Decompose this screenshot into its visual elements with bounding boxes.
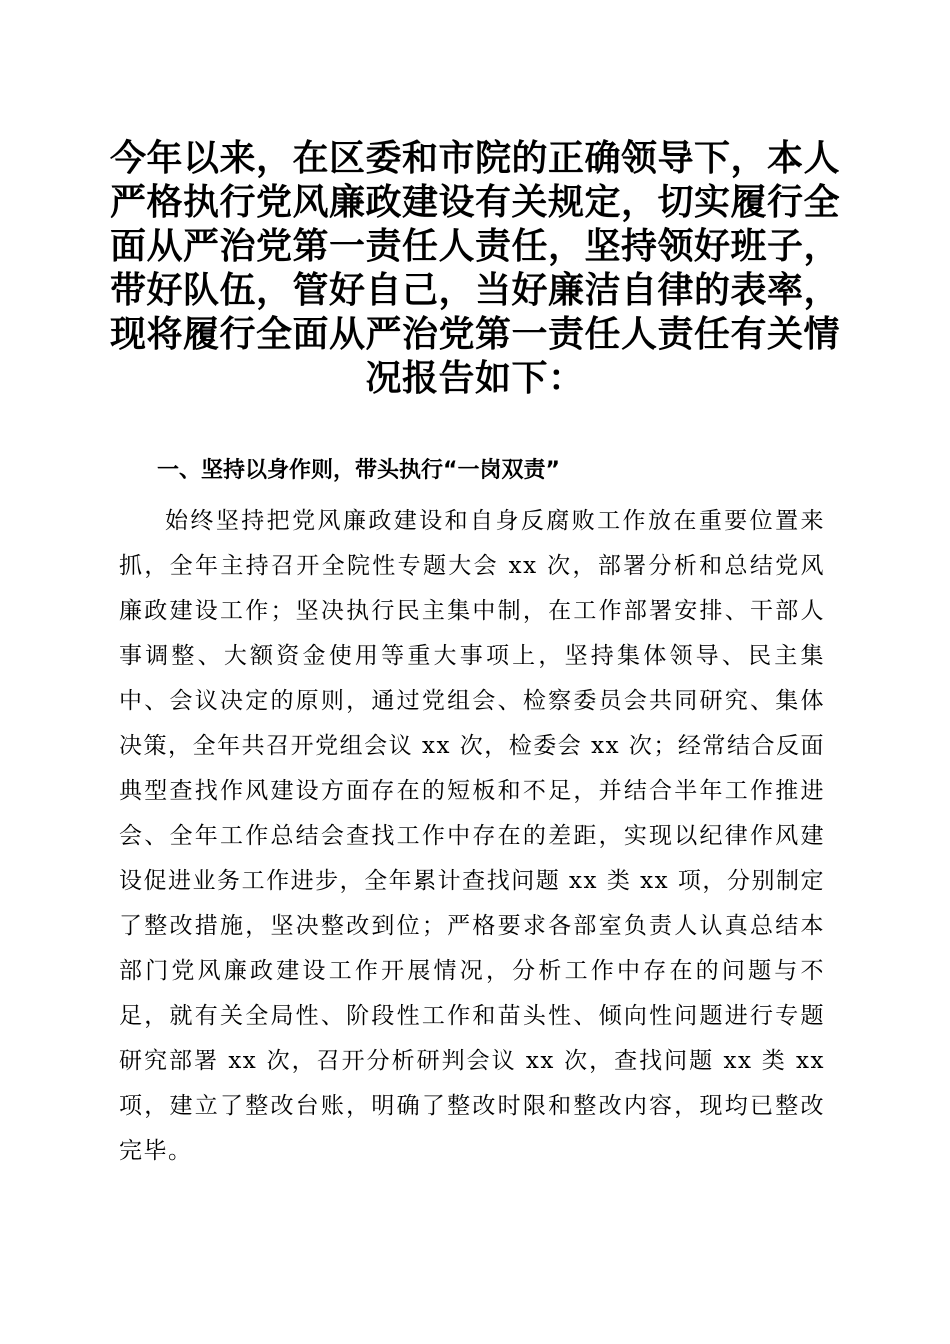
document-title: 今年以来，在区委和市院的正确领导下，本人严格执行党风廉政建设有关规定，切实履行全面从严治党第一责任人责任，坚持领好班子，带好队伍，管好自己，当好廉洁自律的表率，现将履行全面从严治党第一责任人责任有关情况报告如下： bbox=[110, 137, 841, 399]
section-paragraph: 始终坚持把党风廉政建设和自身反腐败工作放在重要位置来抓，全年主持召开全院性专题大会 xx 次，部署分析和总结党风廉政建设工作；坚决执行民主集中制，在工作部署安排、干部人事调整、大额资金使用等重大事项上，坚持集体领导、民主集中、会议决定的原则，通过党组会、检察委员会共同研究、集体决策，全年共召开党组会议 xx 次，检委会 xx 次；经常结合反面典型查找作风建设方面存在的短板和不足，并结合半年工作推进会、全年工作总结会查找工作中存在的差距，实现以纪律作风建设促进业务工作进步，全年累计查找问题 xx 类 xx 项，分别制定了整改措施，坚决整改到位；严格要求各部室负责人认真总结本部门党风廉政建设工作开展情况，分析工作中存在的问题与不足，就有关全局性、阶段性工作和苗头性、倾向性问题进行专题研究部署 xx 次，召开分析研判会议 xx 次，查找问题 xx 类 xx 项，建立了整改台账，明确了整改时限和整改内容，现均已整改完毕。 bbox=[119, 508, 825, 1164]
section-heading: 一、坚持以身作则，带头执行“一岗双责” bbox=[157, 458, 560, 483]
